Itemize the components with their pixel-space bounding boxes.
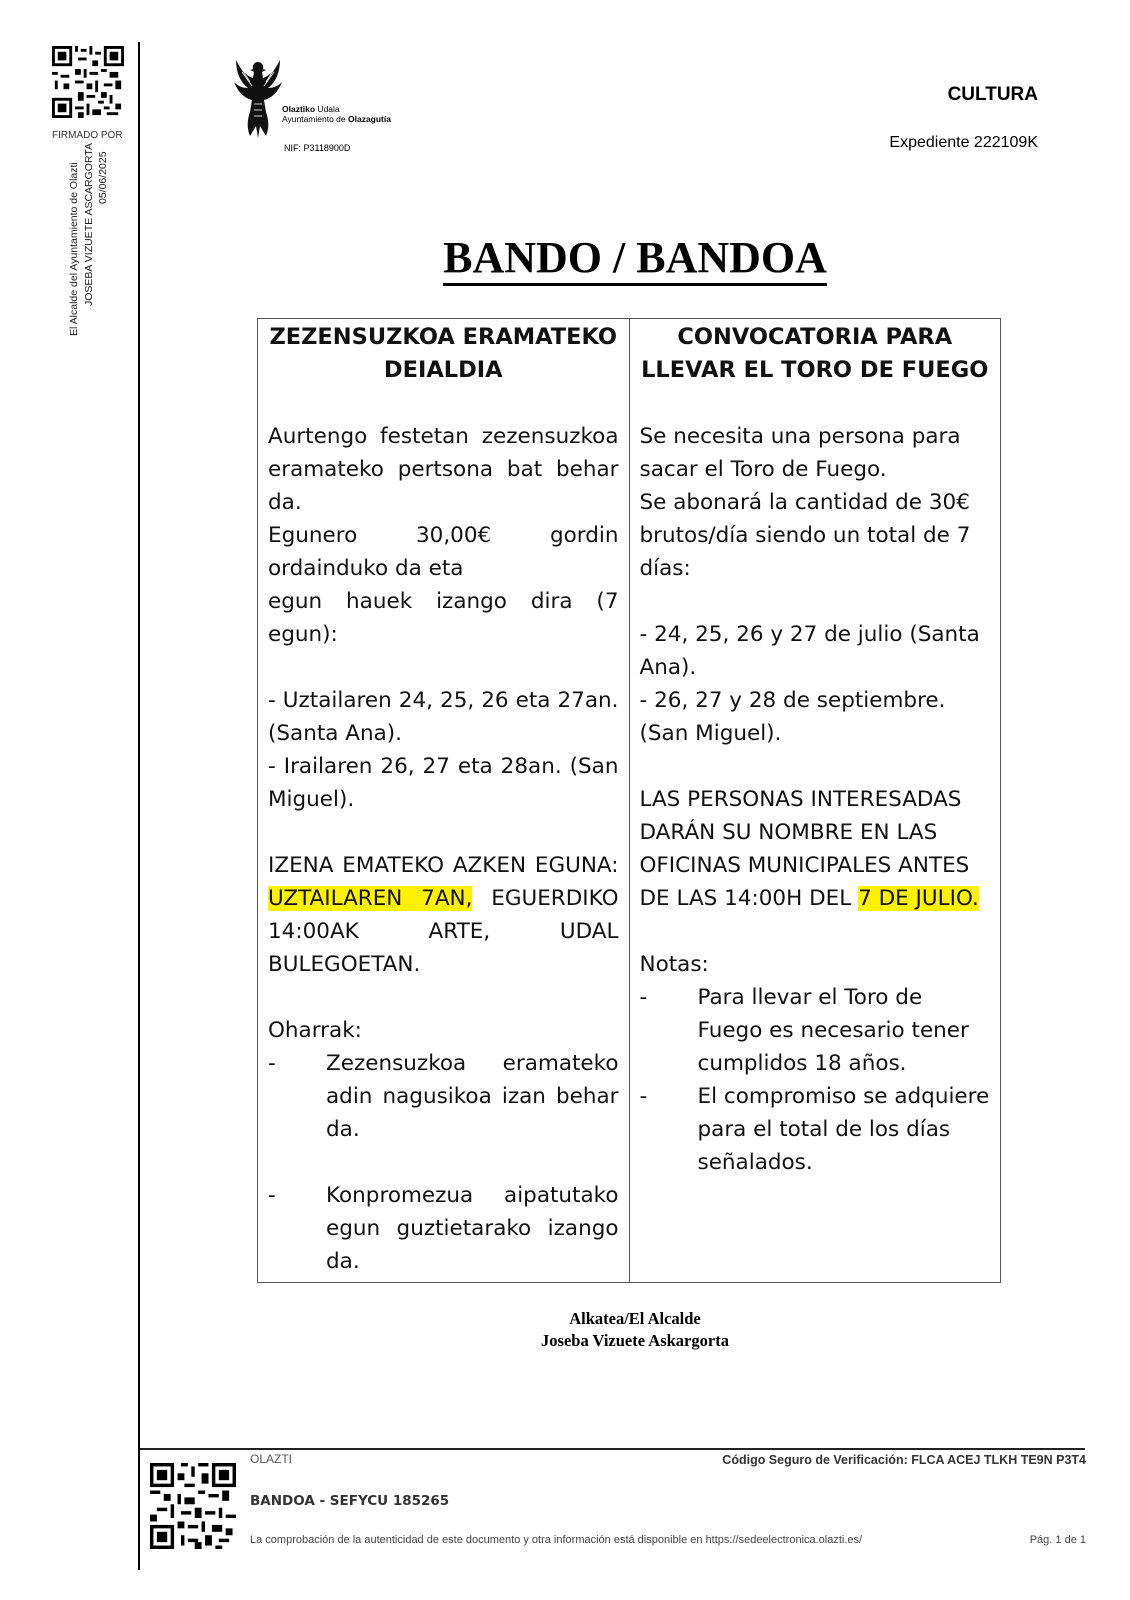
spanish-note-1 bbox=[640, 981, 991, 1080]
bando-table bbox=[257, 318, 1001, 1283]
basque-deadline-b: EGUERDIKO 14:00AK ARTE, UDAL BULEGOETAN. bbox=[268, 886, 619, 977]
spanish-date-2: - 26, 27 y 28 de septiembre. (San Miguel). bbox=[639, 688, 946, 746]
logo-line2-rest: Ayuntamiento de bbox=[282, 114, 348, 124]
spanish-column bbox=[629, 319, 1001, 1283]
spanish-note-2-text: El compromiso se adquiere para el total de los días señalados. bbox=[697, 1084, 990, 1175]
spanish-notes-label: Notas: bbox=[639, 952, 709, 977]
basque-deadline-a: IZENA EMATEKO AZKEN EGUNA: bbox=[268, 853, 619, 878]
council-name bbox=[282, 104, 391, 124]
spanish-intro-2: Se abonará la cantidad de 30€ brutos/día siendo un total de 7 días: bbox=[639, 490, 971, 581]
basque-note-2 bbox=[268, 1179, 619, 1278]
basque-date-1: - Uztailaren 24, 25, 26 eta 27an. (Santa Ana). bbox=[268, 688, 619, 746]
spanish-deadline-a: LAS PERSONAS INTERESADAS DARÁN SU NOMBRE EN LAS OFICINAS MUNICIPALES ANTES DE LAS 14:00H DEL bbox=[639, 787, 970, 911]
signature-role: Alkatea/El Alcalde bbox=[569, 1309, 701, 1328]
logo-line1-bold: Olaztiko bbox=[282, 104, 316, 114]
verification-note: La comprobación de la autenticidad de este documento y otra información está disponible en https://sedeelectronica.olazti.es/ bbox=[250, 1534, 863, 1546]
basque-notes-label: Oharrak: bbox=[268, 1018, 362, 1043]
signature-name: Joseba Vizuete Askargorta bbox=[541, 1331, 729, 1350]
spanish-note-2 bbox=[640, 1080, 991, 1179]
nif-number: NIF: P3118900D bbox=[284, 143, 351, 153]
department-label: CULTURA bbox=[947, 84, 1038, 105]
footer-entity: OLAZTI bbox=[250, 1452, 293, 1466]
signer-role: El Alcalde del Ayuntamiento de Olazti bbox=[68, 162, 80, 336]
page-title-text: BANDO / BANDOA bbox=[443, 233, 827, 286]
basque-date-2: - Irailaren 26, 27 eta 28an. (San Miguel). bbox=[268, 754, 619, 812]
page-title bbox=[0, 232, 1130, 283]
basque-note-1-dash: - bbox=[268, 1051, 276, 1076]
spanish-intro-1: Se necesita una persona para sacar el Toro de Fuego. bbox=[639, 424, 961, 482]
signature-qr-code bbox=[52, 46, 124, 118]
spanish-note-1-dash: - bbox=[639, 985, 648, 1010]
basque-heading: ZEZENSUZKOA ERAMATEKO DEIALDIA bbox=[269, 324, 618, 383]
spanish-deadline bbox=[640, 783, 991, 915]
signed-by-label: FIRMADO POR bbox=[52, 130, 123, 141]
logo-line2-bold: Olazagutía bbox=[348, 114, 391, 124]
document-reference: BANDOA - SEFYCU 185265 bbox=[250, 1493, 450, 1509]
signer-name: JOSEBA VIZUETE ASCARGORTA bbox=[83, 143, 95, 306]
spanish-heading: CONVOCATORIA PARA LLEVAR EL TORO DE FUEGO bbox=[641, 324, 989, 383]
basque-intro-2: Egunero 30,00€ gordin ordainduko da eta bbox=[268, 523, 619, 581]
logo-line1-rest: Udala bbox=[315, 104, 340, 114]
basque-deadline bbox=[268, 849, 619, 981]
spanish-date-1: - 24, 25, 26 y 27 de julio (Santa Ana). bbox=[639, 622, 980, 680]
file-reference: Expediente 222109K bbox=[889, 134, 1038, 151]
basque-note-1 bbox=[268, 1047, 619, 1146]
spanish-note-2-dash: - bbox=[639, 1084, 648, 1109]
basque-column bbox=[258, 319, 630, 1283]
eagle-crest-icon bbox=[232, 56, 284, 140]
basque-intro-3: egun hauek izango dira (7 egun): bbox=[268, 589, 619, 647]
spanish-note-1-text: Para llevar el Toro de Fuego es necesario tener cumplidos 18 años. bbox=[697, 985, 969, 1076]
basque-deadline-highlight: UZTAILAREN 7AN, bbox=[268, 886, 473, 911]
verification-code: Código Seguro de Verificación: FLCA ACEJ TLKH TE9N P3T4 bbox=[722, 1453, 1086, 1467]
spanish-deadline-highlight: 7 DE JULIO. bbox=[858, 886, 979, 911]
basque-intro-1: Aurtengo festetan zezensuzkoa eramateko pertsona bat behar da. bbox=[268, 424, 619, 515]
basque-note-2-dash: - bbox=[268, 1183, 276, 1208]
page-number: Pág. 1 de 1 bbox=[1029, 1534, 1086, 1546]
verification-qr-code bbox=[150, 1463, 236, 1549]
sign-date: 05/06/2025 bbox=[97, 151, 109, 204]
basque-note-2-text: Konpromezua aipatutako egun guztietarako izango da. bbox=[326, 1183, 619, 1274]
basque-note-1-text: Zezensuzkoa eramateko adin nagusikoa izan behar da. bbox=[326, 1051, 619, 1142]
footer-divider bbox=[140, 1448, 1085, 1450]
